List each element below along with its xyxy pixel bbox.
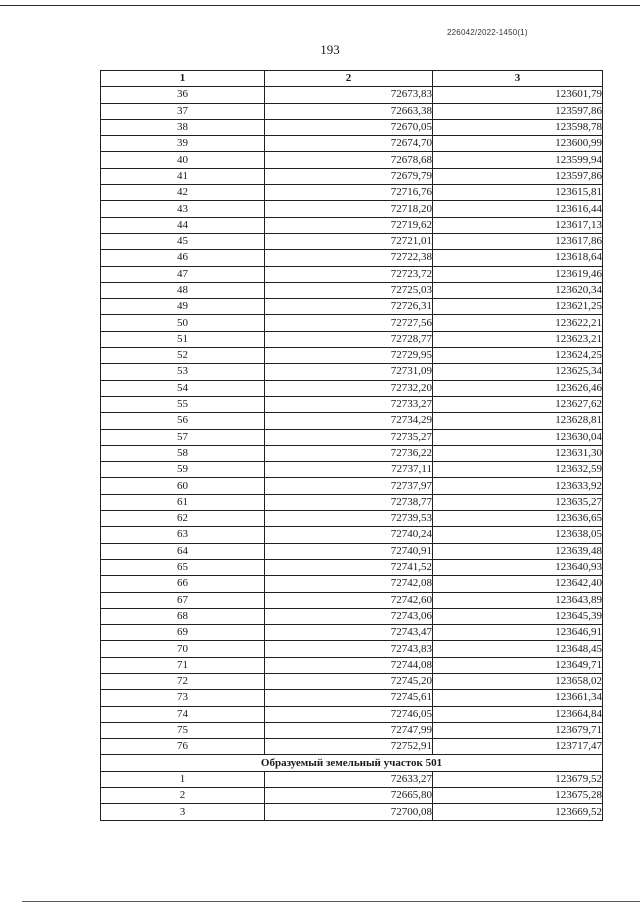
table-row [101,608,603,624]
x-coordinate-cell: 72743,83 [265,641,433,657]
y-coordinate-cell: 123631,30 [433,445,603,461]
point-number-cell: 69 [101,625,265,641]
page-number: 193 [320,42,340,57]
x-coordinate-cell: 72740,24 [265,527,433,543]
x-coordinate-cell: 72737,97 [265,478,433,494]
y-coordinate-cell: 123597,86 [433,103,603,119]
y-coordinate-cell: 123621,25 [433,299,603,315]
x-coordinate-cell: 72745,61 [265,690,433,706]
point-number-cell: 51 [101,331,265,347]
y-coordinate-cell: 123717,47 [433,739,603,755]
y-coordinate-cell: 123636,65 [433,511,603,527]
x-coordinate-cell: 72673,83 [265,87,433,103]
point-number-cell: 57 [101,429,265,445]
point-number-cell: 50 [101,315,265,331]
point-number-cell: 42 [101,185,265,201]
point-number-cell: 72 [101,673,265,689]
point-number-cell: 46 [101,250,265,266]
point-number-cell: 37 [101,103,265,119]
x-coordinate-cell: 72745,20 [265,673,433,689]
point-number-cell: 68 [101,608,265,624]
section-header-body [101,755,603,771]
point-number-cell: 45 [101,233,265,249]
table-row [101,543,603,559]
x-coordinate-cell: 72728,77 [265,331,433,347]
y-coordinate-cell: 123615,81 [433,185,603,201]
y-coordinate-cell: 123617,86 [433,233,603,249]
y-coordinate-cell: 123622,21 [433,315,603,331]
y-coordinate-cell: 123620,34 [433,282,603,298]
x-coordinate-cell: 72743,06 [265,608,433,624]
table-row [101,625,603,641]
table-row [101,136,603,152]
point-number-cell: 58 [101,445,265,461]
table-row [101,266,603,282]
y-coordinate-cell: 123640,93 [433,559,603,575]
table-row [101,722,603,738]
table-row [101,494,603,510]
table-row [101,380,603,396]
point-number-cell: 67 [101,592,265,608]
table-row [101,445,603,461]
point-number-cell: 61 [101,494,265,510]
y-coordinate-cell: 123625,34 [433,364,603,380]
table-row [101,364,603,380]
y-coordinate-cell: 123658,02 [433,673,603,689]
y-coordinate-cell: 123619,46 [433,266,603,282]
point-number-cell: 49 [101,299,265,315]
table-row [101,119,603,135]
y-coordinate-cell: 123627,62 [433,396,603,412]
x-coordinate-cell: 72723,72 [265,266,433,282]
x-coordinate-cell: 72746,05 [265,706,433,722]
table-row [101,657,603,673]
y-coordinate-cell: 123632,59 [433,462,603,478]
y-coordinate-cell: 123599,94 [433,152,603,168]
table-row [101,201,603,217]
point-number-cell: 1 [101,771,265,787]
table-row [101,413,603,429]
x-coordinate-cell: 72737,11 [265,462,433,478]
point-number-cell: 36 [101,87,265,103]
section-header-row [101,755,603,771]
table-header [101,71,603,87]
y-coordinate-cell: 123617,13 [433,217,603,233]
x-coordinate-cell: 72735,27 [265,429,433,445]
x-coordinate-cell: 72725,03 [265,282,433,298]
y-coordinate-cell: 123633,92 [433,478,603,494]
point-number-cell: 64 [101,543,265,559]
point-number-cell: 44 [101,217,265,233]
table-row [101,511,603,527]
x-coordinate-cell: 72752,91 [265,739,433,755]
point-number-cell: 66 [101,576,265,592]
point-number-cell: 47 [101,266,265,282]
y-coordinate-cell: 123623,21 [433,331,603,347]
y-coordinate-cell: 123639,48 [433,543,603,559]
y-coordinate-cell: 123664,84 [433,706,603,722]
point-number-cell: 38 [101,119,265,135]
point-number-cell: 70 [101,641,265,657]
y-coordinate-cell: 123628,81 [433,413,603,429]
y-coordinate-cell: 123649,71 [433,657,603,673]
x-coordinate-cell: 72678,68 [265,152,433,168]
x-coordinate-cell: 72722,38 [265,250,433,266]
y-coordinate-cell: 123598,78 [433,119,603,135]
point-number-cell: 55 [101,396,265,412]
y-coordinate-cell: 123679,52 [433,771,603,787]
point-number-cell: 63 [101,527,265,543]
table-row [101,217,603,233]
x-coordinate-cell: 72744,08 [265,657,433,673]
table-row [101,299,603,315]
table-row [101,185,603,201]
point-number-cell: 40 [101,152,265,168]
table-row [101,87,603,103]
table-row [101,739,603,755]
x-coordinate-cell: 72665,80 [265,788,433,804]
y-coordinate-cell: 123679,71 [433,722,603,738]
y-coordinate-cell: 123661,34 [433,690,603,706]
table-row [101,168,603,184]
table-row [101,559,603,575]
header-row [101,71,603,87]
table-row [101,315,603,331]
y-coordinate-cell: 123600,99 [433,136,603,152]
point-number-cell: 59 [101,462,265,478]
column-header-2: 2 [265,71,433,87]
x-coordinate-cell: 72731,09 [265,364,433,380]
x-coordinate-cell: 72674,70 [265,136,433,152]
top-rule [0,0,640,6]
column-header-1: 1 [101,71,265,87]
x-coordinate-cell: 72670,05 [265,119,433,135]
point-number-cell: 62 [101,511,265,527]
document-id: 226042/2022-1450(1) [447,28,528,37]
point-number-cell: 76 [101,739,265,755]
x-coordinate-cell: 72738,77 [265,494,433,510]
section-title: Образуемый земельный участок 501 [101,755,603,771]
section-body [101,771,603,820]
x-coordinate-cell: 72633,27 [265,771,433,787]
table-row [101,233,603,249]
x-coordinate-cell: 72716,76 [265,185,433,201]
point-number-cell: 3 [101,804,265,820]
point-number-cell: 52 [101,348,265,364]
y-coordinate-cell: 123601,79 [433,87,603,103]
point-number-cell: 53 [101,364,265,380]
point-number-cell: 48 [101,282,265,298]
table-row [101,706,603,722]
x-coordinate-cell: 72727,56 [265,315,433,331]
table-row [101,527,603,543]
y-coordinate-cell: 123642,40 [433,576,603,592]
coordinates-table [100,70,603,821]
table-row [101,429,603,445]
table-row [101,250,603,266]
table-row [101,331,603,347]
point-number-cell: 39 [101,136,265,152]
table-row [101,478,603,494]
table-body [101,87,603,755]
x-coordinate-cell: 72718,20 [265,201,433,217]
x-coordinate-cell: 72740,91 [265,543,433,559]
y-coordinate-cell: 123597,86 [433,168,603,184]
table-row [101,641,603,657]
y-coordinate-cell: 123645,39 [433,608,603,624]
x-coordinate-cell: 72743,47 [265,625,433,641]
x-coordinate-cell: 72733,27 [265,396,433,412]
x-coordinate-cell: 72742,08 [265,576,433,592]
x-coordinate-cell: 72700,08 [265,804,433,820]
y-coordinate-cell: 123626,46 [433,380,603,396]
x-coordinate-cell: 72736,22 [265,445,433,461]
y-coordinate-cell: 123635,27 [433,494,603,510]
x-coordinate-cell: 72721,01 [265,233,433,249]
point-number-cell: 71 [101,657,265,673]
table-row [101,771,603,787]
point-number-cell: 74 [101,706,265,722]
y-coordinate-cell: 123648,45 [433,641,603,657]
x-coordinate-cell: 72729,95 [265,348,433,364]
y-coordinate-cell: 123618,64 [433,250,603,266]
table-row [101,152,603,168]
point-number-cell: 73 [101,690,265,706]
y-coordinate-cell: 123638,05 [433,527,603,543]
table-row [101,576,603,592]
column-header-3: 3 [433,71,603,87]
point-number-cell: 41 [101,168,265,184]
point-number-cell: 75 [101,722,265,738]
table-row [101,103,603,119]
y-coordinate-cell: 123624,25 [433,348,603,364]
point-number-cell: 60 [101,478,265,494]
table-row [101,690,603,706]
x-coordinate-cell: 72679,79 [265,168,433,184]
table-row [101,673,603,689]
table-row [101,396,603,412]
point-number-cell: 43 [101,201,265,217]
table-row [101,348,603,364]
x-coordinate-cell: 72734,29 [265,413,433,429]
y-coordinate-cell: 123643,89 [433,592,603,608]
y-coordinate-cell: 123646,91 [433,625,603,641]
y-coordinate-cell: 123630,04 [433,429,603,445]
table-row [101,788,603,804]
point-number-cell: 54 [101,380,265,396]
x-coordinate-cell: 72741,52 [265,559,433,575]
y-coordinate-cell: 123669,52 [433,804,603,820]
point-number-cell: 2 [101,788,265,804]
table-row [101,462,603,478]
point-number-cell: 65 [101,559,265,575]
table-row [101,804,603,820]
x-coordinate-cell: 72719,62 [265,217,433,233]
x-coordinate-cell: 72739,53 [265,511,433,527]
x-coordinate-cell: 72747,99 [265,722,433,738]
table-row [101,592,603,608]
y-coordinate-cell: 123616,44 [433,201,603,217]
x-coordinate-cell: 72726,31 [265,299,433,315]
x-coordinate-cell: 72732,20 [265,380,433,396]
x-coordinate-cell: 72663,38 [265,103,433,119]
bottom-rule [22,901,640,902]
y-coordinate-cell: 123675,28 [433,788,603,804]
table-row [101,282,603,298]
x-coordinate-cell: 72742,60 [265,592,433,608]
point-number-cell: 56 [101,413,265,429]
